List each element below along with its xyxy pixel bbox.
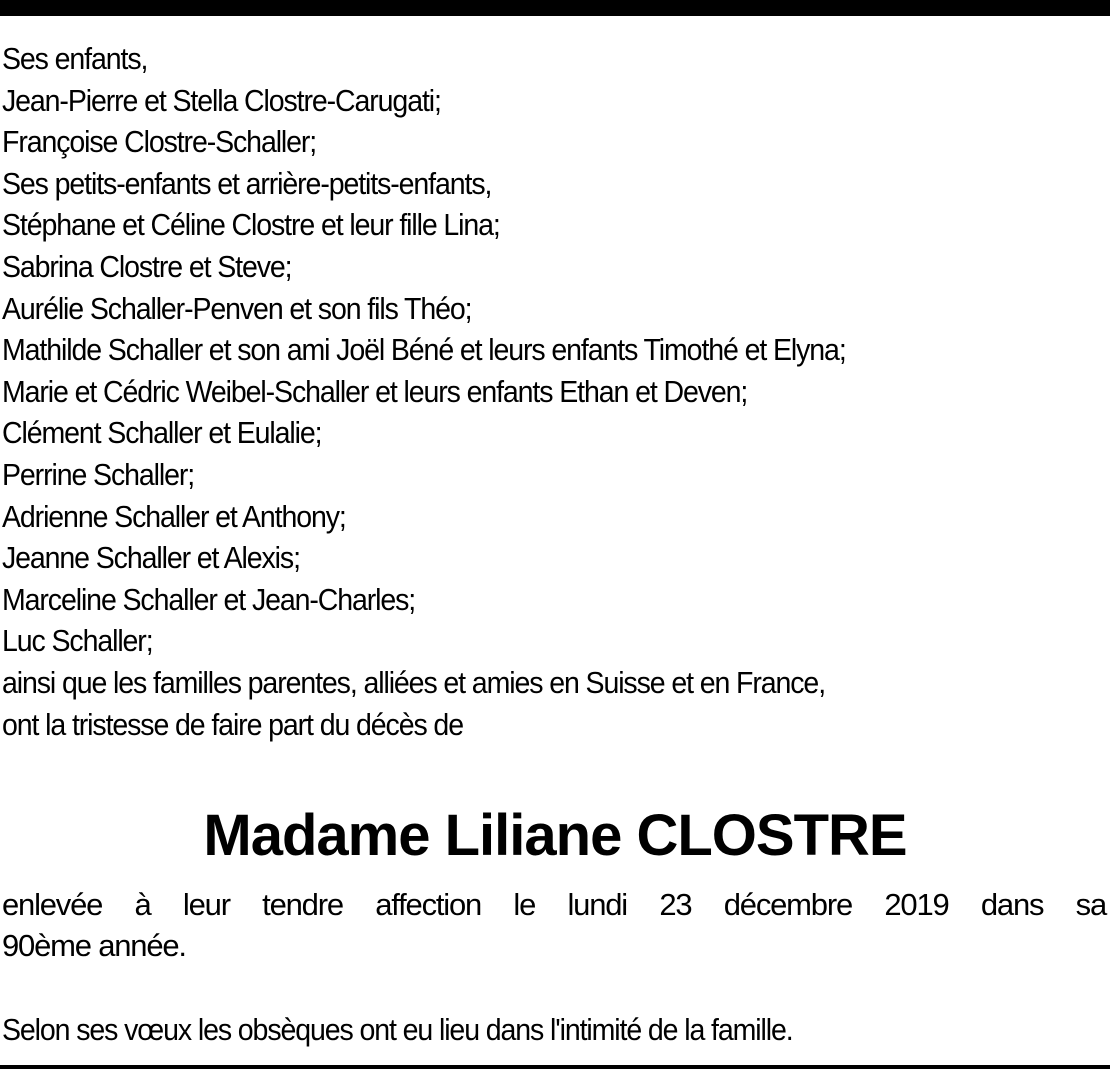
family-line: Françoise Clostre-Schaller; [2,124,317,160]
family-line: Perrine Schaller; [2,456,195,492]
family-line: Mathilde Schaller et son ami Joël Béné et leurs enfants Timothé et Elyna; [2,332,846,368]
family-line: Clément Schaller et Eulalie; [2,415,322,451]
family-line: ont la tristesse de faire part du décès de [2,706,463,742]
top-border-rule [0,0,1110,16]
family-list [2,38,1106,745]
deceased-name: Madame Liliane CLOSTRE [203,803,907,868]
family-line: Adrienne Schaller et Anthony; [2,498,346,534]
bottom-border-rule [0,1065,1110,1069]
family-line: Luc Schaller; [2,623,153,659]
funeral-note: Selon ses vœux les obsèques ont eu lieu dans l'intimité de la famille. [2,1012,793,1047]
family-line: ainsi que les familles parentes, alliées et amies en Suisse et en France, [2,664,826,700]
death-notice-paragraph [2,884,1106,966]
family-line: Marceline Schaller et Jean-Charles; [2,581,416,617]
family-line: Stéphane et Céline Clostre et leur fille Lina; [2,207,500,243]
family-line: Marie et Cédric Weibel-Schaller et leurs enfants Ethan et Deven; [2,373,748,409]
family-line: Ses enfants, [2,41,148,76]
family-line: Jeanne Schaller et Alexis; [2,540,300,576]
family-line: Sabrina Clostre et Steve; [2,248,292,284]
family-line: Aurélie Schaller-Penven et son fils Théo; [2,290,472,326]
family-line: Ses petits-enfants et arrière-petits-enfants, [2,165,492,201]
death-notice-line-1: enlevée à leur tendre affection le lundi 23 décembre 2019 dans sa [2,887,1106,922]
death-notice-line-2: 90ème année. [2,928,186,963]
family-line: Jean-Pierre et Stella Clostre-Carugati; [2,82,441,118]
